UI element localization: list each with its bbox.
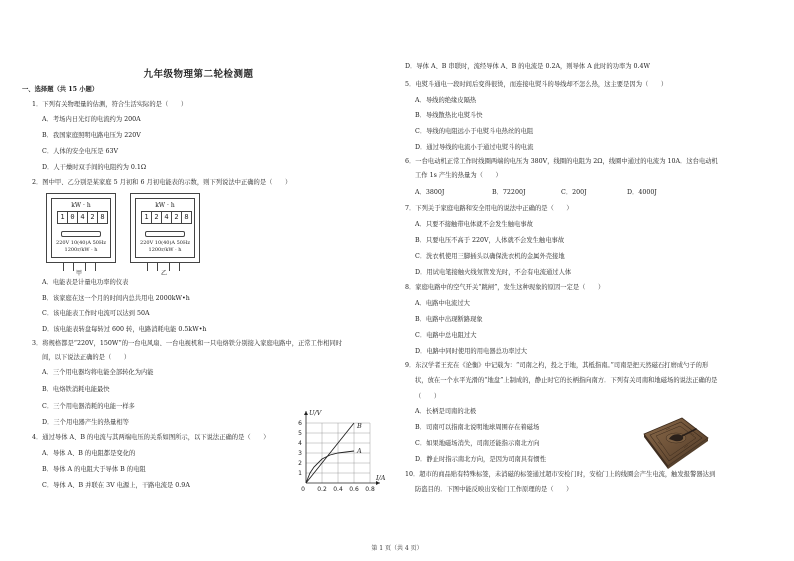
q5-option-c: C．导线的电阻远小于电熨斗电热丝的电阻 (415, 128, 534, 135)
y-tick-label: 3 (298, 450, 302, 457)
x-tick-label: 0.8 (365, 486, 375, 493)
q8-option-d: D．电路中同时使用的用电器总功率过大 (415, 348, 528, 355)
electric-meter-a (46, 193, 116, 263)
section-heading: 一、选择题（共 15 小题） (22, 86, 99, 93)
q9-stem-line: （ ） (415, 393, 441, 400)
x-tick-label: 0.6 (349, 486, 359, 493)
q9-option-a: A．长柄是司南的北极 (415, 408, 477, 415)
meter-a-digit: 0 (67, 211, 78, 224)
x-tick-label: 0.4 (333, 486, 343, 493)
q9-option-d: D．静止时指示南北方向，是因为司南具有惯性 (415, 456, 546, 463)
q9-stem-line: 状，放在一个水平光滑的“地盘”上制成的，静止时它的长柄指向南方．下列有关司南和地磁场的说法正确的是 (415, 377, 718, 384)
series-label-b: B (357, 422, 362, 430)
q4-option-c: C．导体 A、B 并联在 3V 电源上，干路电流是 0.9A (42, 482, 190, 489)
electric-meter-b (130, 193, 200, 263)
q3-stem-line: 3．将规格都是“220V，150W”的一台电风扇、一台电视机和一只电烙铁分别接入家庭电路中，正常工作相同时 (32, 340, 343, 347)
series-label-a: A (357, 447, 362, 455)
x-axis-label: I/A (376, 474, 386, 482)
meter-a-digit: 1 (57, 211, 68, 224)
meter-b-digit: 2 (151, 211, 162, 224)
meter-b-digit: 2 (171, 211, 182, 224)
meter-a-label: 甲 (76, 270, 83, 277)
y-tick-label: 4 (298, 440, 302, 447)
q7-stem: 7．下列关于家庭电路和安全用电的说法中正确的是（ ） (405, 205, 573, 212)
sinan-compass-image (636, 412, 710, 472)
meter-b-spec-line: 1200r/kW · h (148, 247, 182, 253)
q1-option-c: C．人体的安全电压是 63V (42, 148, 119, 155)
q2-option-d: D．该电能表转盘每转过 600 转，电路消耗电能 0.5kW•h (42, 326, 207, 333)
q6-stem-line: 工作 1s 产生的热量为（ ） (415, 172, 502, 179)
meter-a-spec-line: 1200r/kW · h (64, 247, 98, 253)
q1-stem: 1．下列有关物理量的估测，符合生活实际的是（ ） (32, 101, 188, 108)
q3-option-d: D．三个用电器产生的热量相等 (42, 419, 129, 426)
right-column (397, 0, 794, 561)
q2-option-a: A．电能表是计量电功率的仪表 (42, 279, 129, 286)
q4-option-b: B．导体 A 的电阻大于导体 B 的电阻 (42, 466, 146, 473)
q2-option-b: B．该家庭在这一个月的时间内总共用电 2000kW•h (42, 295, 190, 302)
q2-option-c: C．该电能表工作时电流可以达到 50A (42, 310, 150, 317)
meter-b-digits (141, 211, 191, 224)
meter-a-disc-window (61, 231, 101, 237)
meter-b-digit: 4 (161, 211, 172, 224)
meter-b-spec-line: 220V 10(40)A 50Hz (140, 240, 190, 246)
q6-option-a: A．3800J (415, 189, 445, 196)
q1-option-a: A．考场内日光灯的电流约为 200A (42, 116, 141, 123)
meter-b-digit: 8 (181, 211, 192, 224)
q3-option-d-continued: D．导体 A、B 串联时，流经导体 A、B 的电流是 0.2A，则导体 A 此时的功率为 0.4W (405, 63, 651, 70)
q6-stem-line: 6．一台电动机正常工作时线圈两端的电压为 380V，线圈的电阻为 2Ω，线圈中通过的电流为 10A．这台电动机 (405, 158, 718, 165)
q3-option-a: A．三个用电器均将电能全部转化为内能 (42, 369, 154, 376)
q8-option-a: A．电路中电流过大 (415, 300, 470, 307)
meter-a-digit: 2 (87, 211, 98, 224)
meter-b-digit: 1 (141, 211, 152, 224)
meter-b-disc-window (145, 231, 185, 237)
y-axis-arrow (304, 411, 308, 415)
q9-option-b: B．司南可以指南北说明地球周围存在着磁场 (415, 424, 540, 431)
y-tick-label: 6 (298, 420, 302, 427)
meter-b-label: 乙 (161, 270, 168, 277)
q5-option-b: B．导线散热比电熨斗快 (415, 112, 483, 119)
q6-option-c: C．200J (561, 189, 587, 196)
x-tick-label: 0.2 (317, 486, 327, 493)
meter-a-unit: kW · h (71, 202, 91, 209)
q10-stem-line: 防盗目的．下图中能反映出安检门工作原理的是（ ） (415, 486, 573, 493)
q5-stem: 5．电熨斗通电一段时间后变得很烫，而连接电熨斗的导线却不怎么热，这主要是因为（ ） (405, 81, 668, 88)
q2-stem: 2．图中甲、乙分别是某家庭 5 月初和 6 月初电能表的示数，则下列说法中正确的是（ ） (32, 179, 292, 186)
q9-option-c: C．如果地磁场消失，司南还能指示南北方向 (415, 440, 540, 447)
q4-option-a: A．导体 A、B 的电阻都是变化的 (42, 450, 136, 457)
y-tick-label: 2 (298, 460, 302, 467)
q8-stem: 8．家庭电路中的空气开关“跳闸”，发生这种现象的原因一定是（ ） (405, 284, 605, 291)
meter-a-digits (57, 211, 107, 224)
q7-option-c: C．洗衣机使用三脚插头以确保洗衣机的金属外壳接地 (415, 253, 565, 260)
y-axis-label: U/V (309, 409, 322, 417)
meter-a-spec-line: 220V 10(40)A 50Hz (56, 240, 106, 246)
q3-option-c: C．三个用电器消耗的电能一样多 (42, 403, 135, 410)
y-tick-label: 5 (298, 430, 302, 437)
q4-stem: 4．通过导体 A、B 的电流与其两端电压的关系如图所示，以下说法正确的是（ ） (32, 434, 270, 441)
q6-option-d: D．4000J (627, 189, 657, 196)
ui-chart (290, 405, 390, 497)
q7-option-d: D．用试电笔接触火线氖管发光时，不会有电流通过人体 (415, 269, 572, 276)
page-title: 九年级物理第二轮检测题 (143, 69, 254, 80)
q1-option-b: B．我国家庭照明电路电压为 220V (42, 132, 141, 139)
x-tick-label: 0 (301, 486, 305, 493)
meter-a-digit: 8 (97, 211, 108, 224)
q1-option-d: D．人干燥时双手间的电阻约为 0.1Ω (42, 164, 147, 171)
page-footer: 第 1 页（共 4 页） (371, 545, 423, 552)
meter-b-unit: kW · h (155, 202, 175, 209)
series-line-a (306, 451, 354, 483)
q8-option-c: C．电路中总电阻过大 (415, 332, 477, 339)
meter-a-digit: 4 (77, 211, 88, 224)
q3-stem-line: 间，以下说法正确的是（ ） (42, 354, 131, 361)
q6-option-b: B．72200J (492, 189, 526, 196)
q3-option-b: B．电烙铁消耗电能最快 (42, 386, 110, 393)
q5-option-a: A．导线的绝缘皮隔热 (415, 97, 477, 104)
q7-option-a: A．只要不接触带电体就不会发生触电事故 (415, 221, 533, 228)
q8-option-b: B．电路中出现断路现象 (415, 316, 483, 323)
y-tick-label: 1 (298, 470, 302, 477)
q5-option-d: D．通过导线的电流小于通过电熨斗的电流 (415, 144, 534, 151)
q9-stem-line: 9．东汉学者王充在《论衡》中记载为：“司南之杓，投之于地，其柢指南。”司南是把天然磁石打磨成勺子的形 (405, 362, 709, 369)
q10-stem-line: 10．超市的商品贴有特殊标签，未消磁的标签通过超市安检门时，安检门上的线圈会产生电流，触发报警器达到 (405, 471, 716, 478)
q7-option-b: B．只要电压不高于 220V，人体就不会发生触电事故 (415, 237, 565, 244)
